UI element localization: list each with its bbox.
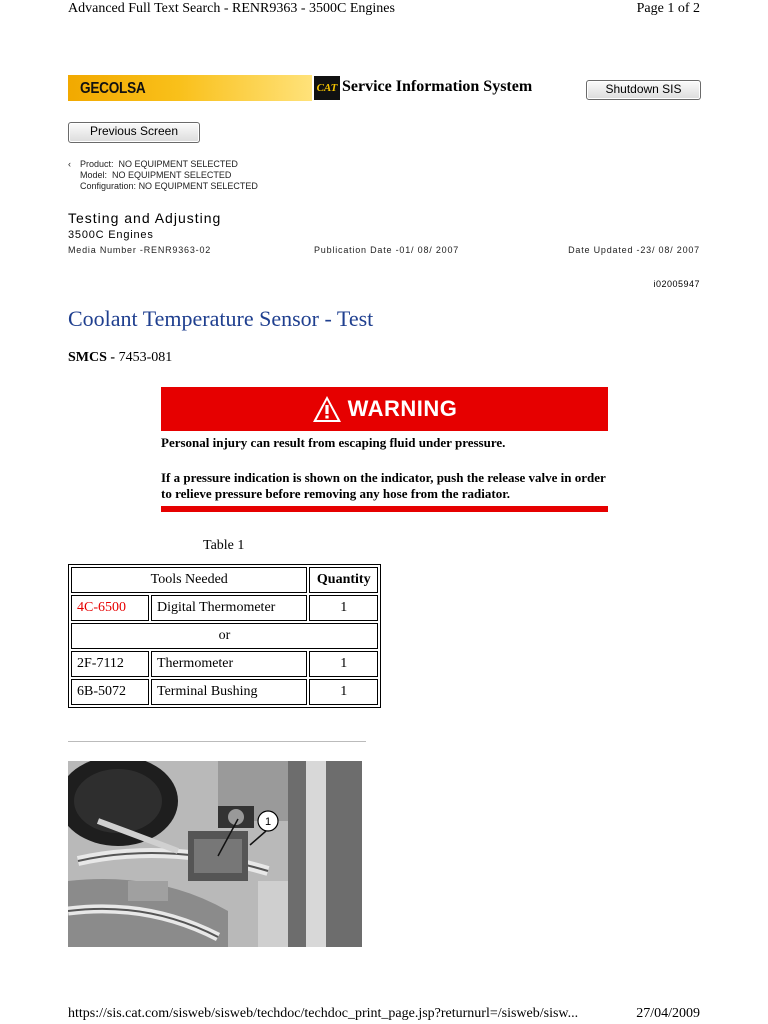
table-caption: Table 1 [203, 538, 245, 553]
print-footer-date: 27/04/2009 [636, 1006, 700, 1021]
callout-number: 1 [264, 816, 272, 828]
chevron-left-icon[interactable]: ‹ [68, 159, 71, 169]
cat-logo: CAT [314, 76, 340, 100]
warning-triangle-icon [312, 395, 342, 423]
tool-quantity: 1 [309, 679, 378, 705]
table-row-or [71, 623, 378, 649]
table-row [71, 679, 378, 705]
print-footer-url: https://sis.cat.com/sisweb/sisweb/techdoc/techdoc_print_page.jsp?returnurl=/sisweb/sisw... [68, 1006, 579, 1021]
table-header-row [71, 567, 378, 593]
product-value: NO EQUIPMENT SELECTED [118, 159, 238, 169]
header-tools-needed: Tools Needed [71, 567, 307, 593]
warning-text-1: Personal injury can result from escaping fluid under pressure. [161, 435, 506, 450]
tool-description: Digital Thermometer [151, 595, 307, 621]
model-label: Model: [80, 170, 108, 180]
table-row [71, 595, 378, 621]
print-header-title: Advanced Full Text Search - RENR9363 - 3500C Engines [68, 1, 395, 16]
publication-date: Publication Date -01/ 08/ 2007 [314, 245, 460, 255]
document-id: i02005947 [653, 279, 700, 289]
product-label: Product: [80, 159, 114, 169]
part-number-link[interactable]: 4C-6500 [71, 595, 149, 621]
date-updated: Date Updated -23/ 08/ 2007 [568, 245, 700, 255]
table-row [71, 651, 378, 677]
tools-table [68, 564, 381, 708]
smcs-code [68, 350, 172, 366]
dealer-name: GECOLSA [80, 80, 146, 97]
tool-description: Terminal Bushing [151, 679, 307, 705]
engine-sensor-illustration [68, 761, 362, 947]
equipment-info [68, 159, 258, 192]
tool-quantity: 1 [309, 651, 378, 677]
shutdown-sis-button[interactable]: Shutdown SIS [586, 80, 701, 100]
tool-quantity: 1 [309, 595, 378, 621]
smcs-value: 7453-081 [115, 350, 173, 365]
configuration-value: NO EQUIPMENT SELECTED [138, 181, 258, 191]
part-number: 2F-7112 [71, 651, 149, 677]
or-separator: or [71, 623, 378, 649]
warning-text-2: If a pressure indication is shown on the indicator, push the release valve in order to relieve pressure before removing any hose from the radiator. [161, 470, 606, 501]
part-number: 6B-5072 [71, 679, 149, 705]
warning-bottom-bar [161, 506, 608, 512]
divider [68, 741, 366, 742]
previous-screen-button[interactable]: Previous Screen [68, 122, 200, 143]
warning-label: WARNING [347, 396, 458, 421]
media-number: Media Number -RENR9363-02 [68, 245, 212, 255]
page-title: Coolant Temperature Sensor - Test [68, 306, 374, 331]
smcs-label: SMCS - [68, 350, 116, 365]
warning-banner [161, 387, 608, 431]
section-title: Testing and Adjusting [68, 210, 222, 226]
tool-description: Thermometer [151, 651, 307, 677]
print-header-page: Page 1 of 2 [636, 1, 700, 16]
header-quantity: Quantity [309, 567, 378, 593]
configuration-label: Configuration: [80, 181, 137, 191]
model-value: NO EQUIPMENT SELECTED [112, 170, 232, 180]
engine-name: 3500C Engines [68, 229, 154, 241]
sis-title: Service Information System [342, 78, 533, 95]
